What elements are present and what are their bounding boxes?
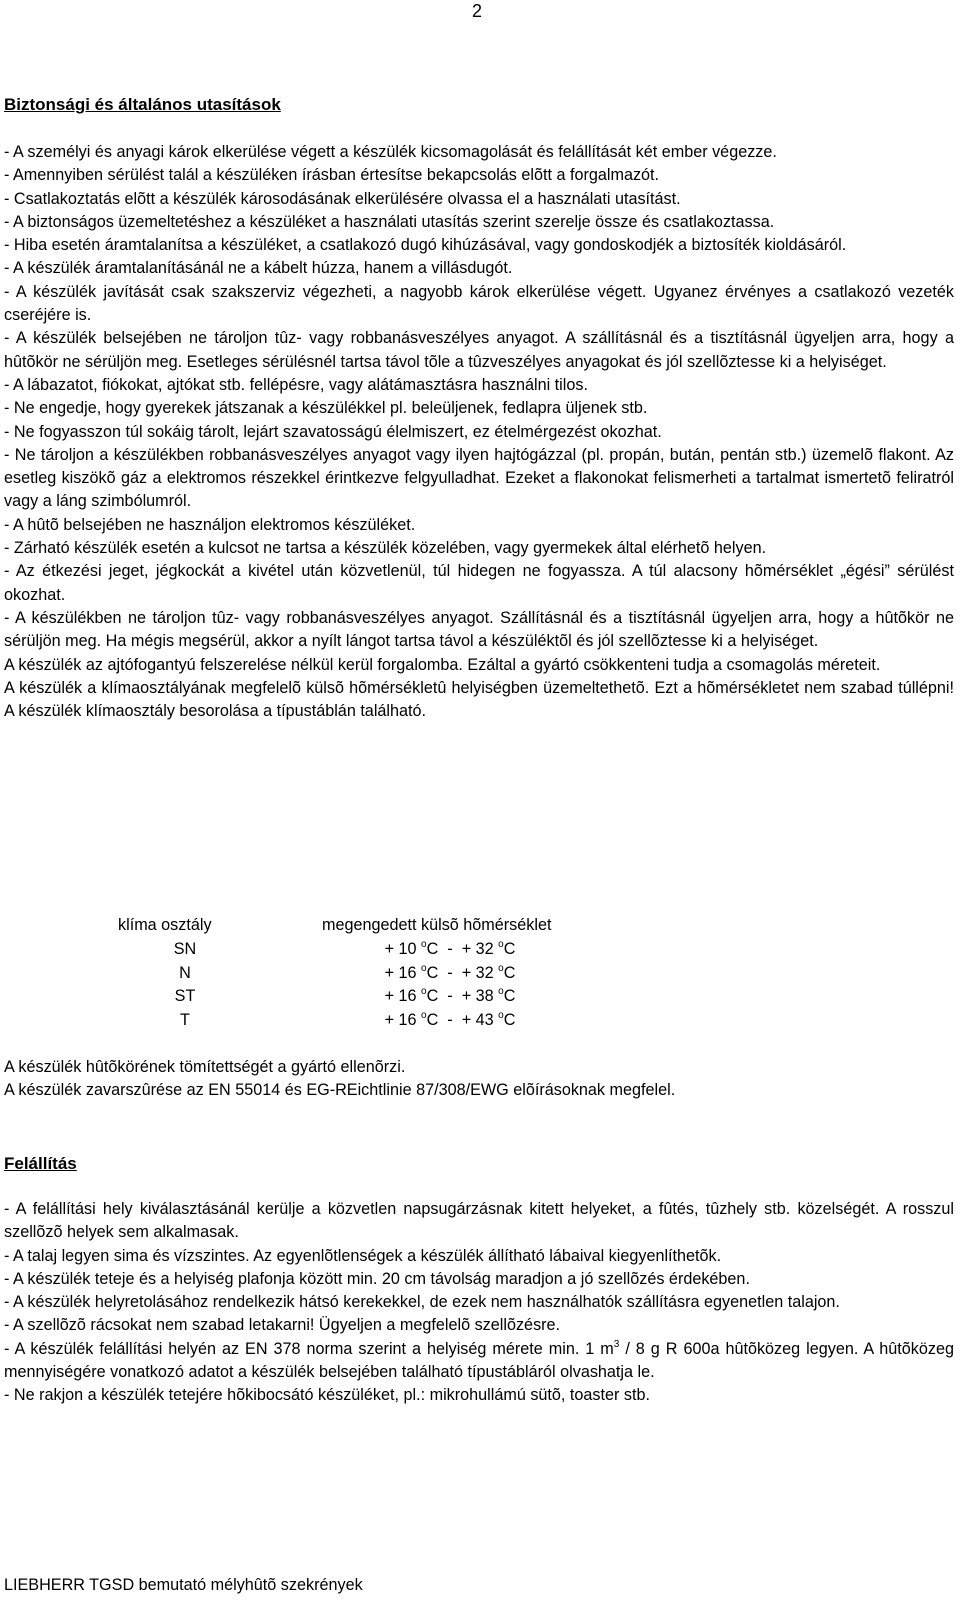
safety-paragraph: - Zárható készülék esetén a kulcsot ne tartsa a készülék közelében, vagy gyermekek által elérhetõ helyen.: [4, 539, 767, 558]
safety-paragraph: - A személyi és anyagi károk elkerülése végett a készülék kicsomagolását és felállítását két ember végezze.: [4, 143, 777, 161]
safety-paragraph: - Ne fogyasszon túl sokáig tárolt, lejárt szavatosságú élelmiszert, ez ételmérgezést okozhat.: [4, 422, 662, 441]
section-heading-safety: Biztonsági és általános utasítások: [4, 95, 281, 114]
climate-class-cell: T: [180, 1011, 190, 1030]
safety-paragraph: A készülék az ajtófogantyú felszerelése nélkül kerül forgalomba. Ezáltal a gyártó csökkenteni tudja a csomagolás méreteit.: [4, 655, 881, 674]
safety-paragraph: - A készülékben ne tároljon tûz- vagy robbanásveszélyes anyagot. Szállításnál és a tisztításnál ügyeljen arra, hogy a hûtõkör ne sérüljön meg. Ha mégis megsérül, akkor a nyílt lángot tartsa távol a készüléktõl és jól szellõztesse ki a helyiséget.: [4, 608, 954, 651]
footer-text: LIEBHERR TGSD bemutató mélyhûtõ szekrények: [4, 1576, 363, 1594]
temperature-range-cell: + 16 $^o$C - + 32 $^o$C: [384, 962, 516, 982]
table-header-row: [112, 914, 642, 938]
safety-paragraph: - A készülék javítását csak szakszerviz végezheti, a nagyobb károk elkerülése végett. Ugyanez érvényes a csatlakozó vezeték cseréjére is.: [4, 282, 954, 325]
note-paragraph: A készülék zavarszûrése az EN 55014 és EG-REichtlinie 87/308/EWG elõírásoknak megfelel.: [4, 1081, 676, 1100]
section-heading-installation: Felállítás: [4, 1154, 77, 1173]
installation-paragraph: - A talaj legyen sima és vízszintes. Az egyenlõtlenségek a készülék állítható lábaival kiegyenlíthetõk.: [4, 1246, 722, 1265]
installation-paragraph: - A készülék helyretolásához rendelkezik hátsó kerekekkel, de ezek nem használhatók szállításra egyenetlen talajon.: [4, 1293, 840, 1312]
safety-paragraph: - Hiba esetén áramtalanítsa a készüléket, a csatlakozó dugó kihúzásával, vagy gondoskodjék a biztosíték kioldásáról.: [4, 236, 847, 255]
safety-paragraph: - Csatlakoztatás elõtt a készülék károsodásának elkerülésére olvassa el a használati utasítást.: [4, 189, 681, 208]
after-table-notes: [4, 1056, 954, 1103]
safety-paragraph: - A hûtõ belsejében ne használjon elektromos készüléket.: [4, 515, 416, 534]
table-row: [112, 938, 642, 962]
temperature-header: megengedett külsõ hõmérséklet: [322, 916, 552, 934]
installation-instructions: [4, 1198, 954, 1408]
installation-paragraph: - A készülék teteje és a helyiség plafonja között min. 20 cm távolság maradjon a jó szellõzés érdekében.: [4, 1269, 750, 1288]
installation-paragraph: - A szellõzõ rácsokat nem szabad letakarni! Ügyeljen a megfelelõ szellõzésre.: [4, 1316, 561, 1335]
safety-paragraph: - Ne engedje, hogy gyerekek játszanak a készülékkel pl. beleüljenek, fedlapra üljenek stb.: [4, 399, 648, 418]
table-row: [112, 1009, 642, 1033]
safety-paragraph: - A lábazatot, fiókokat, ajtókat stb. fellépésre, vagy alátámasztásra használni tilos.: [4, 375, 588, 394]
safety-paragraph: - Amennyiben sérülést talál a készüléken írásban értesítse bekapcsolás elõtt a forgalmazót.: [4, 166, 660, 185]
climate-class-cell: ST: [174, 987, 196, 1006]
safety-instructions: [4, 141, 954, 723]
installation-paragraph: - Ne rakjon a készülék tetejére hõkibocsátó készüléket, pl.: mikrohullámú sütõ, toaster stb.: [4, 1386, 651, 1405]
table-row: [112, 985, 642, 1009]
climate-class-cell: N: [179, 963, 191, 982]
safety-paragraph: - A készülék belsejében ne tároljon tûz- vagy robbanásveszélyes anyagot. A szállításnál és a tisztításnál ügyeljen arra, hogy a hûtõkör ne sérüljön meg. Esetleges sérülésnél tartsa távol tõle a tûzveszélyes anyagokat és jól szellõztesse ki a helyiséget.: [4, 329, 954, 371]
temperature-range-cell: + 10 $^o$C - + 32 $^o$C: [384, 938, 516, 958]
safety-paragraph: - A készülék áramtalanításánál ne a kábelt húzza, hanem a villásdugót.: [4, 259, 513, 278]
note-paragraph: A készülék hûtõkörének tömítettségét a gyártó ellenõrzi.: [4, 1058, 406, 1076]
temperature-range-cell: + 16 $^o$C - + 43 $^o$C: [384, 1010, 516, 1030]
temperature-range-cell: + 16 $^o$C - + 38 $^o$C: [384, 986, 516, 1006]
installation-paragraph: - A készülék felállítási helyén az EN 378 norma szerint a helyiség mérete min. 1 $m^3 / 8$ g R 600a hûtõközeg legyen. A hûtõközeg mennyiségére vonatkozó adatot a készülék belsejében található típustábláról olvashatja le.: [4, 1338, 954, 1382]
safety-paragraph: - Az étkezési jeget, jégkockát a kivétel után közvetlenül, túl hidegen ne fogyassza. A túl alacsony hõmérséklet „égési” sérülést okozhat.: [4, 562, 954, 604]
climate-class-table: [112, 914, 642, 1033]
safety-paragraph: - A biztonságos üzemeltetéshez a készüléket a használati utasítás szerint szerelje össze és csatlakoztassa.: [4, 212, 775, 231]
climate-class-cell: SN: [173, 939, 197, 958]
page-number: 2: [472, 1, 483, 21]
installation-paragraph: - A felállítási hely kiválasztásánál kerülje a közvetlen napsugárzásnak kitett helyeket, a fûtés, tûzhely stb. közelségét. A rosszul szellõzõ helyek sem alkalmasak.: [4, 1200, 954, 1242]
table-row: [112, 962, 642, 986]
safety-paragraph: - Ne tároljon a készülékben robbanásveszélyes anyagot vagy ilyen hajtógázzal (pl. propán, bután, pentán stb.) üzemelõ flakont. Az esetleg kiszökõ gáz a elektromos részekkel érintkezve felgyulladhat. Ezeket a flakonokat felismerheti a tartalmat ismertetõ feliratról vagy a láng szimbólumról.: [4, 445, 954, 511]
climate-class-header: klíma osztály: [118, 916, 212, 934]
safety-paragraph: A készülék a klímaosztályának megfelelõ külsõ hõmérsékletû helyiségben üzemeltethetõ. Ezt a hõmérsékletet nem szabad túllépni! A készülék klímaosztály besorolása a típustáblán található.: [4, 678, 954, 721]
